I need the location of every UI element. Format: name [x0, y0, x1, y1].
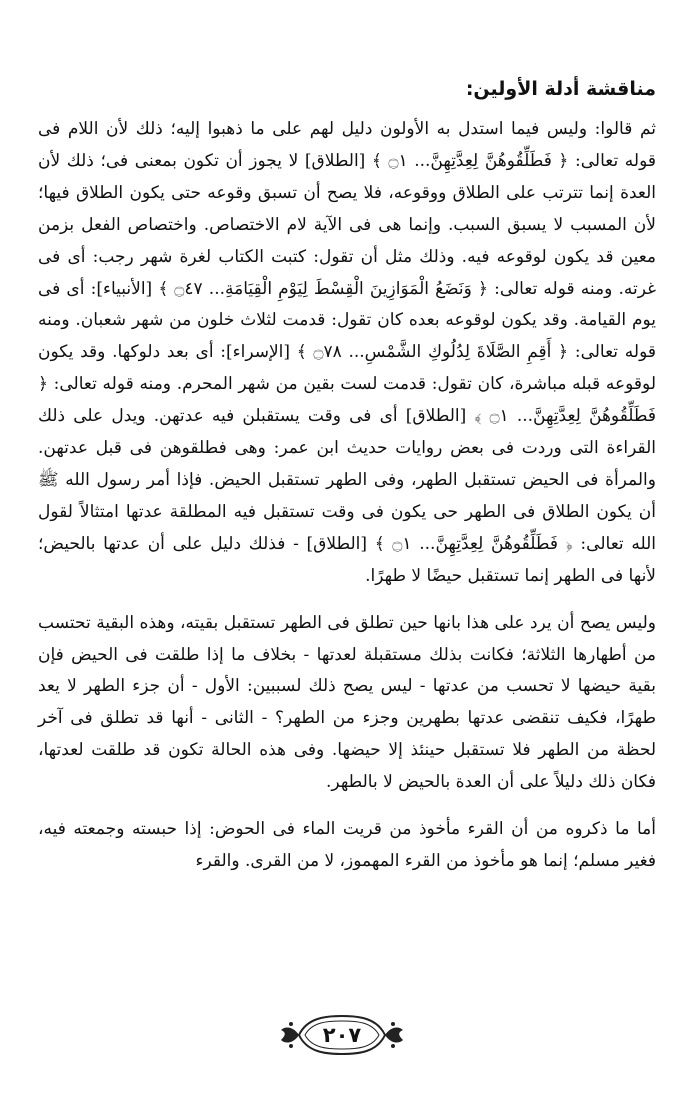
paragraph-2: وليس يصح أن يرد على هذا بانها حين تطلق فى الطهر تستقبل بقيته، وهذه البقية تحتسب من أطهارها الثلاثة؛ فكانت بذلك مستقبلة لعدتها - بخلاف ما إذا طلقت فى الحيض فإن بقية حيضها لا تحسب من عدتها - ليس يصح ذلك لسببين: الأول - أن جزء الطهر لا يعد طهرًا، فكيف تنقضى عدتها بطهرين وجزء من الطهر؟ - الثانى - أنها قد تطلق فى آخر لحظة من الطهر فلا تستقبل حينئذ إلا حيضها. وفى هذه الحالة تكون قد طلقت لعدتها، فكان ذلك دليلاً على أن العدة بالحيض لا بالطهر.	[38, 612, 656, 793]
section-heading: مناقشة أدلة الأولين:	[465, 78, 656, 100]
page-footer	[0, 1012, 684, 1058]
paragraph-1: ثم قالوا: وليس فيما استدل به الأولون دليل لهم على ما ذهبوا إليه؛ ذلك لأن اللام فى قوله تعالى: ﴿ فَطَلِّقُوهُنَّ لِعِدَّتِهِنَّ... ۝١ ﴾ [الطلاق] لا يجوز أن تكون بمعنى فى؛ ذلك لأن العدة إنما تترتب على الطلاق ووقوعه، فلا يصح أن تسبق وقوعه حتى يكون الطلاق فيها؛ لأن المسبب لا يسبق السبب. وإنما هى فى الآية لام الاختصاص. واختصاص الفعل بزمن معين قد يكون لوقوعه فيه. وذلك مثل أن تقول: كتبت الكتاب لغرة شهر رجب: أى فى غرته. ومنه قوله تعالى: ﴿ وَنَضَعُ الْمَوَازِينَ الْقِسْطَ لِيَوْمِ الْقِيَامَةِ... ۝٤٧ ﴾ [الأنبياء]: أى فى يوم القيامة. وقد يكون لوقوعه بعده كان تقول: قدمت لثلاث خلون من شهر شعبان. ومنه قوله تعالى: ﴿ أَقِمِ الصَّلَاةَ لِدُلُوكِ الشَّمْسِ... ۝٧٨ ﴾ [الإسراء]: أى بعد دلوكها. وقد يكون لوقوعه قبله مباشرة، كان تقول: قدمت لست بقين من شهر المحرم. ومنه قوله تعالى: ﴿ فَطَلِّقُوهُنَّ لِعِدَّتِهِنَّ... ۝١ ﴾ [الطلاق] أى فى وقت يستقبلن فيه عدتهن. ويدل على ذلك القراءة التى وردت فى بعض روايات حديث ابن عمر: وهى فطلقوهن فى قبل عدتهن. والمرأة فى الحيض تستقبل الطهر، وفى الطهر تستقبل الحيض. فإذا أمر رسول الله ﷺ أن يكون الطلاق فى الطهر حى يكون فى وقت تستقبل فيه المطلقة عدتها امتثالاً لقول الله تعالى: ﴿ فَطَلِّقُوهُنَّ لِعِدَّتِهِنَّ... ۝١ ﴾ [الطلاق] - فذلك دليل على أن عدتها بالحيض؛ لأنها فى الطهر إنما تستقبل حيضًا لا طهرًا.	[38, 119, 657, 586]
page-number: ٢٠٧	[322, 1023, 362, 1047]
page-number-ornament	[277, 1012, 407, 1058]
paragraph-3: أما ما ذكروه من أن القرء مأخوذ من قريت الماء فى الحوض: إذا حبسته وجمعته فيه، فغير مسلم؛ إنما هو مأخوذ من القرء المهموز، لا من القرى. والقرء	[38, 819, 656, 871]
body-text	[38, 114, 656, 878]
